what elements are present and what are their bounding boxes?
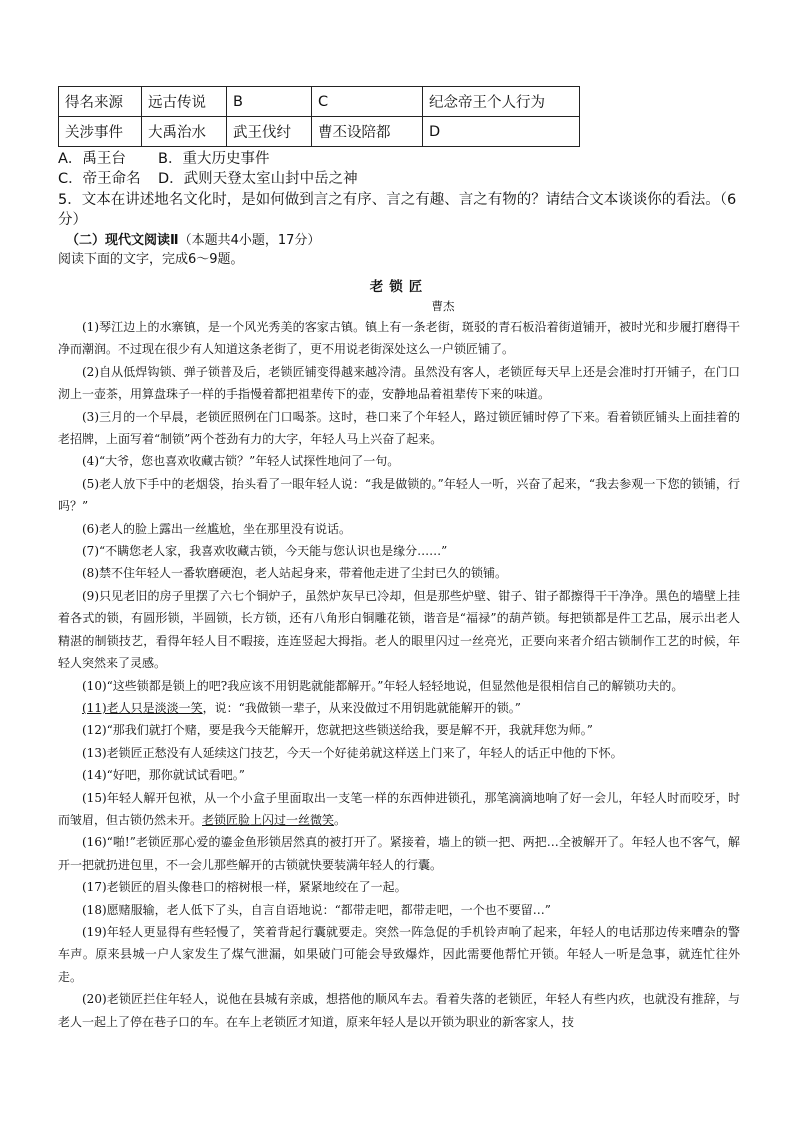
paragraph-text: (15)年轻人解开包袱，从一个小盒子里面取出一支笔一样的东西伸进锁孔，那笔滴滴地响了好一会儿，年轻人时而咬牙，时而皱眉，但古锁仍然未开。 (58, 790, 740, 827)
table-row (59, 117, 580, 147)
paragraph (58, 697, 740, 719)
paragraph: (9)只见老旧的房子里摆了六七个铜炉子，虽然炉灰早已冷却，但是那些炉壁、钳子、钳子都擦得干干净净。黑色的墙壁上挂着各式的锁，有圆形锁，半圆锁，长方锁，还有八角形白铜雕花锁，谐音是“福禄”的葫芦锁。每把锁都是件工艺品，展示出老人精湛的制锁技艺，看得年轻人目不暇接，连连竖起大拇指。老人的眼里闪过一丝亮光，正要向来者介绍古锁制作工艺的时候，年轻人突然来了灵感。 (58, 588, 740, 671)
table-cell: 关涉事件 (59, 117, 142, 147)
underlined-phrase: (11)老人只是淡淡一笑 (82, 700, 203, 715)
paragraph-text: ，说：“我做锁一辈子，从来没做过不用钥匙就能解开的锁。” (202, 700, 521, 715)
paragraph: (5)老人放下手中的老烟袋，抬头看了一眼年轻人说：“我是做锁的。”年轻人一听，兴奋了起来，“我去参观一下您的锁铺，行吗？” (58, 476, 740, 514)
paragraph: (3)三月的一个早晨，老锁匠照例在门口喝茶。这时，巷口来了个年轻人，路过锁匠铺时停了下来。看着锁匠铺头上面挂着的老招牌，上面写着“制锁”两个苍劲有力的大字，年轻人马上兴奋了起来。 (58, 409, 740, 447)
table-cell: 大禹治水 (142, 117, 227, 147)
table-cell: 得名来源 (59, 87, 142, 117)
paragraph: (12)“那我们就打个赌，要是我今天能解开，您就把这些锁送给我，要是解不开，我就拜您为师。” (82, 723, 593, 738)
paragraph: (19)年轻人更显得有些轻慢了，笑着背起行囊就要走。突然一阵急促的手机铃声响了起来，年轻人的电话那边传来嘈杂的警车声。原来县城一户人家发生了煤气泄漏，如果破门可能会导致爆炸，因此需要他帮忙开锁。年轻人一听是急事，就连忙往外走。 (58, 924, 740, 984)
paragraph: (16)“啪!”老锁匠那心爱的鎏金鱼形锁居然真的被打开了。紧接着，墙上的锁一把、两把…全被解开了。年轻人也不客气，解开一把就扔进包里，不一会儿那些解开的古锁就快要装满年轻人的行囊。 (58, 835, 740, 872)
paragraph-text: 。 (334, 812, 347, 827)
paragraph (58, 787, 740, 832)
paragraph: (1)琴江边上的水寨镇，是一个风光秀美的客家古镇。镇上有一条老街，斑驳的青石板沿着街道铺开，被时光和步履打磨得干净而潮润。不过现在很少有人知道这条老街了，更不用说老街深处这么一户锁匠铺了。 (58, 320, 740, 357)
paragraph: (4)“大爷，您也喜欢收藏古锁？”年轻人试探性地问了一句。 (82, 454, 400, 469)
option-a: A．禹王台 (58, 151, 126, 167)
table-cell: 远古传说 (142, 87, 227, 117)
article-author: 曹杰 (431, 299, 455, 313)
paragraph: (7)“不瞒您老人家，我喜欢收藏古锁，今天能与您认识也是缘分……” (82, 544, 448, 559)
underlined-phrase: 老锁匠脸上闪过一丝微笑 (202, 812, 335, 827)
article-title: 老锁匠 (369, 279, 429, 295)
table-cell: 纪念帝王个人行为 (423, 87, 580, 117)
paragraph: (14)“好吧，那你就试试看吧。” (82, 768, 245, 783)
section-heading-rest: （本题共4小题，17分） (178, 233, 321, 248)
section-heading (58, 231, 740, 251)
paragraph: (20)老锁匠拦住年轻人，说他在县城有亲戚，想搭他的顺风车去。看着失落的老锁匠，年轻人有些内疚，也就没有推辞，与老人一起上了停在巷子口的车。在车上老锁匠才知道，原来年轻人是以开锁为职业的新客家人，技 (58, 992, 740, 1029)
info-table (58, 86, 580, 147)
paragraph: (18)愿赌服输，老人低下了头，自言自语地说：“都带走吧，都带走吧，一个也不要留…” (82, 902, 551, 917)
table-cell: D (423, 117, 580, 147)
paragraph: (6)老人的脸上露出一丝尴尬，坐在那里没有说话。 (82, 521, 351, 536)
table-cell: B (227, 87, 312, 117)
table-cell: 曹丕设陪都 (312, 117, 423, 147)
options-row (58, 149, 740, 169)
option-c: C．帝王命名 (58, 171, 141, 187)
table-cell: 武王伐纣 (227, 117, 312, 147)
paragraph: (8)禁不住年轻人一番软磨硬泡，老人站起身来，带着他走进了尘封已久的锁铺。 (82, 566, 508, 581)
option-b: B．重大历史事件 (158, 151, 270, 167)
page (58, 86, 740, 1033)
section-heading-bold: （二）现代文阅读Ⅱ (66, 233, 179, 248)
paragraph: (17)老锁匠的眉头像巷口的榕树根一样，紧紧地绞在了一起。 (82, 880, 407, 895)
option-d: D．武则天登太室山封中岳之神 (158, 171, 358, 187)
paragraph: (13)老锁匠正愁没有人延续这门技艺，今天一个好徒弟就这样送上门来了，年轻人的话正中他的下怀。 (82, 745, 623, 760)
table-row (59, 87, 580, 117)
article-body (58, 316, 740, 1033)
paragraph: (10)“这些锁都是锁上的吧?我应该不用钥匙就能都解开。”年轻人轻轻地说，但显然他是很相信自己的解锁功夫的。 (82, 678, 684, 693)
table-cell: C (312, 87, 423, 117)
answer-options (58, 149, 740, 189)
section-instruction: 阅读下面的文字，完成6～9题。 (58, 252, 244, 267)
paragraph: (2)自从低焊钩锁、弹子锁普及后，老锁匠铺变得越来越冷清。虽然没有客人，老锁匠每天早上还是会准时打开铺子，在门口沏上一壶茶，用算盘珠子一样的手指慢着都把祖辈传下的壶，安静地品着祖辈传下来的味道。 (58, 364, 740, 402)
options-row (58, 169, 740, 189)
question-5: 5．文本在讲述地名文化时，是如何做到言之有序、言之有趣、言之有物的？请结合文本谈谈你的看法。（6分） (58, 192, 737, 228)
